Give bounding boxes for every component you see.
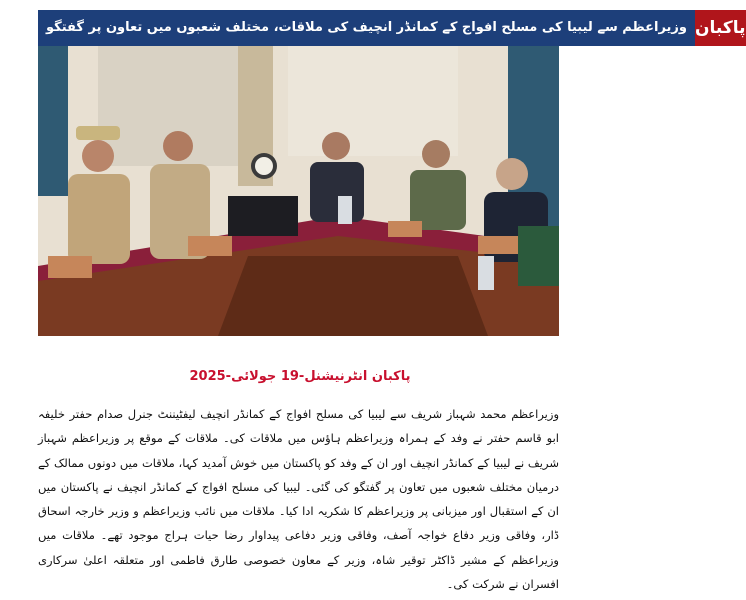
photo-window <box>288 46 458 156</box>
news-photo <box>38 46 559 336</box>
photo-tissue-box <box>48 256 92 278</box>
photo-monitor <box>228 196 298 236</box>
photo-curtain-left <box>38 46 68 196</box>
headline: وزیراعظم سے لیبیا کی مسلح افواج کے کمانڈر انچیف کی ملاقات، مختلف شعبوں میں تعاون پر گفتگو <box>38 10 695 46</box>
photo-monitor <box>518 226 559 286</box>
headline-bar <box>38 10 746 46</box>
photo-water-jug <box>478 256 494 290</box>
photo-tissue-box <box>388 221 422 237</box>
photo-water-jug <box>338 196 352 224</box>
photo-tissue-box <box>188 236 232 256</box>
brand-logo: پاکبان <box>695 10 746 46</box>
dateline: پاکبان انٹرنیشنل-19 جولائی-2025 <box>189 369 411 384</box>
photo-tissue-box <box>478 236 518 254</box>
article-body: وزیراعظم محمد شہباز شریف سے لیبیا کی مسلح افواج کے کمانڈر انچیف لیفٹیننٹ جنرل صدام حفتر خلیفہ ابو قاسم حفتر نے وفد کے ہمراہ وزیراعظم ہاؤس میں ملاقات کی۔ ملاقات کے موقع پر وزیراعظم شہباز شریف نے لیبیا کے کمانڈر انچیف اور ان کے وفد کو پاکستان میں خوش آمدید کہا، ملاقات میں دونوں ممالک کے درمیان مختلف شعبوں میں تعاون پر گفتگو کی گئی۔ لیبیا کی مسلح افواج کے کمانڈر انچیف نے پاکستان میں ان کے استقبال اور میزبانی پر وزیراعظم کا شکریہ ادا کیا۔ ملاقات میں نائب وزیراعظم و وزیر خارجہ اسحاق ڈار، وفاقی وزیر دفاع خواجہ آصف، وفاقی وزیر دفاعی پیداوار رضا حیات ہراج موجود تھے۔ ملاقات میں وزیراعظم کے مشیر ڈاکٹر توقیر شاہ، وزیر کے معاون خصوصی طارق فاطمی اور متعلقہ اعلیٰ سرکاری افسران نے شرکت کی۔ <box>38 407 559 592</box>
